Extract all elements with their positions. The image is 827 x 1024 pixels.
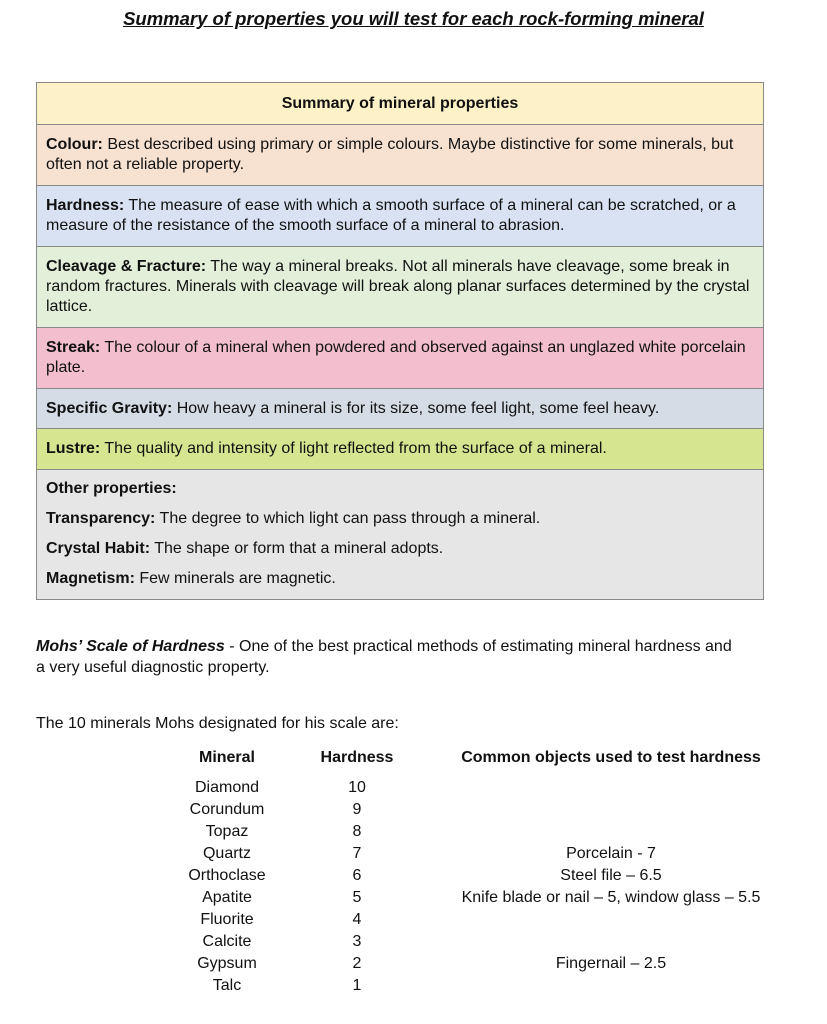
mohs-description: - One of the best practical methods of estimating mineral hardness and a very useful diagnostic property.: [36, 638, 732, 676]
hardness-cell: 1: [352, 977, 362, 994]
hardness-cell: 2: [352, 955, 362, 972]
streak-row: [37, 327, 763, 388]
object-cell: [430, 799, 792, 821]
mineral-header: Mineral: [198, 749, 255, 766]
lustre-text: The quality and intensity of light reflected from the surface of a mineral.: [100, 440, 607, 457]
mineral-cell: Apatite: [202, 889, 252, 906]
gravity-label: Specific Gravity:: [46, 400, 173, 417]
hardness-cell: 7: [352, 845, 362, 862]
mineral-cell: Gypsum: [197, 955, 257, 972]
mineral-cell: Talc: [212, 977, 242, 994]
other-properties-label: Other properties:: [46, 480, 177, 497]
other-properties-row: [37, 469, 763, 599]
summary-heading: Summary of mineral properties: [37, 83, 763, 124]
hardness-cell: 6: [352, 867, 362, 884]
hardness-column: [304, 749, 410, 771]
cleavage-label: Cleavage & Fracture:: [46, 258, 207, 275]
object-cell: Porcelain - 7: [566, 845, 656, 862]
hardness-label: Hardness:: [46, 197, 125, 214]
hardness-cell: 8: [352, 823, 362, 840]
hardness-cell: 10: [348, 779, 366, 796]
mineral-values: [160, 777, 294, 997]
colour-label: Colour:: [46, 136, 103, 153]
hardness-cell: 9: [352, 801, 362, 818]
hardness-text: The measure of ease with which a smooth surface of a mineral can be scratched, or a measure of the resistance of the smooth surface of a mineral to abrasion.: [46, 197, 736, 234]
hardness-row: [37, 185, 763, 246]
mineral-cell: Orthoclase: [188, 867, 266, 884]
mohs-title: Mohs’ Scale of Hardness: [36, 638, 225, 655]
object-cell: [430, 909, 792, 931]
hardness-cell: 4: [352, 911, 362, 928]
mohs-intro: [36, 636, 736, 678]
mineral-cell: Topaz: [205, 823, 249, 840]
colour-text: Best described using primary or simple colours. Maybe distinctive for some minerals, but often not a reliable property.: [46, 136, 734, 173]
habit-label: Crystal Habit:: [46, 540, 151, 557]
object-cell: [430, 931, 792, 953]
hardness-values: [304, 777, 410, 997]
lustre-row: [37, 428, 763, 469]
object-cell: Knife blade or nail – 5, window glass – 5.5: [461, 889, 761, 906]
habit-text: The shape or form that a mineral adopts.: [150, 540, 444, 557]
mineral-cell: Quartz: [202, 845, 251, 862]
object-cell: [430, 821, 792, 843]
mineral-column: [160, 749, 294, 771]
cleavage-row: [37, 246, 763, 327]
summary-table: [36, 82, 764, 600]
hardness-cell: 5: [352, 889, 362, 906]
mineral-cell: Corundum: [189, 801, 265, 818]
hardness-cell: 3: [352, 933, 362, 950]
magnetism-label: Magnetism:: [46, 570, 135, 587]
mineral-cell: Calcite: [202, 933, 252, 950]
mohs-list-intro: The 10 minerals Mohs designated for his scale are:: [36, 715, 399, 732]
gravity-row: [37, 388, 763, 428]
cleavage-text: The way a mineral breaks. Not all minerals have cleavage, some break in random fractures. Minerals with cleavage will break along planar surfaces determined by the crystal lattice.: [46, 258, 750, 315]
object-cell: Steel file – 6.5: [560, 867, 662, 884]
object-cell: [430, 777, 792, 799]
objects-column: [430, 749, 792, 771]
streak-label: Streak:: [46, 339, 101, 356]
transparency-label: Transparency:: [46, 510, 156, 527]
page-title: Summary of properties you will test for each rock-forming mineral: [123, 8, 704, 29]
objects-header: Common objects used to test hardness: [461, 749, 761, 766]
object-values: [430, 777, 792, 997]
mineral-cell: Diamond: [194, 779, 260, 796]
mineral-cell: Fluorite: [200, 911, 254, 928]
transparency-text: The degree to which light can pass through a mineral.: [155, 510, 541, 527]
colour-row: [37, 124, 763, 185]
object-cell: Fingernail – 2.5: [555, 955, 667, 972]
object-cell: [430, 975, 792, 997]
streak-text: The colour of a mineral when powdered and observed against an unglazed white porcelain plate.: [46, 339, 746, 376]
lustre-label: Lustre:: [46, 440, 101, 457]
hardness-header: Hardness: [320, 749, 394, 766]
magnetism-text: Few minerals are magnetic.: [134, 570, 336, 587]
gravity-text: How heavy a mineral is for its size, some feel light, some feel heavy.: [172, 400, 660, 417]
